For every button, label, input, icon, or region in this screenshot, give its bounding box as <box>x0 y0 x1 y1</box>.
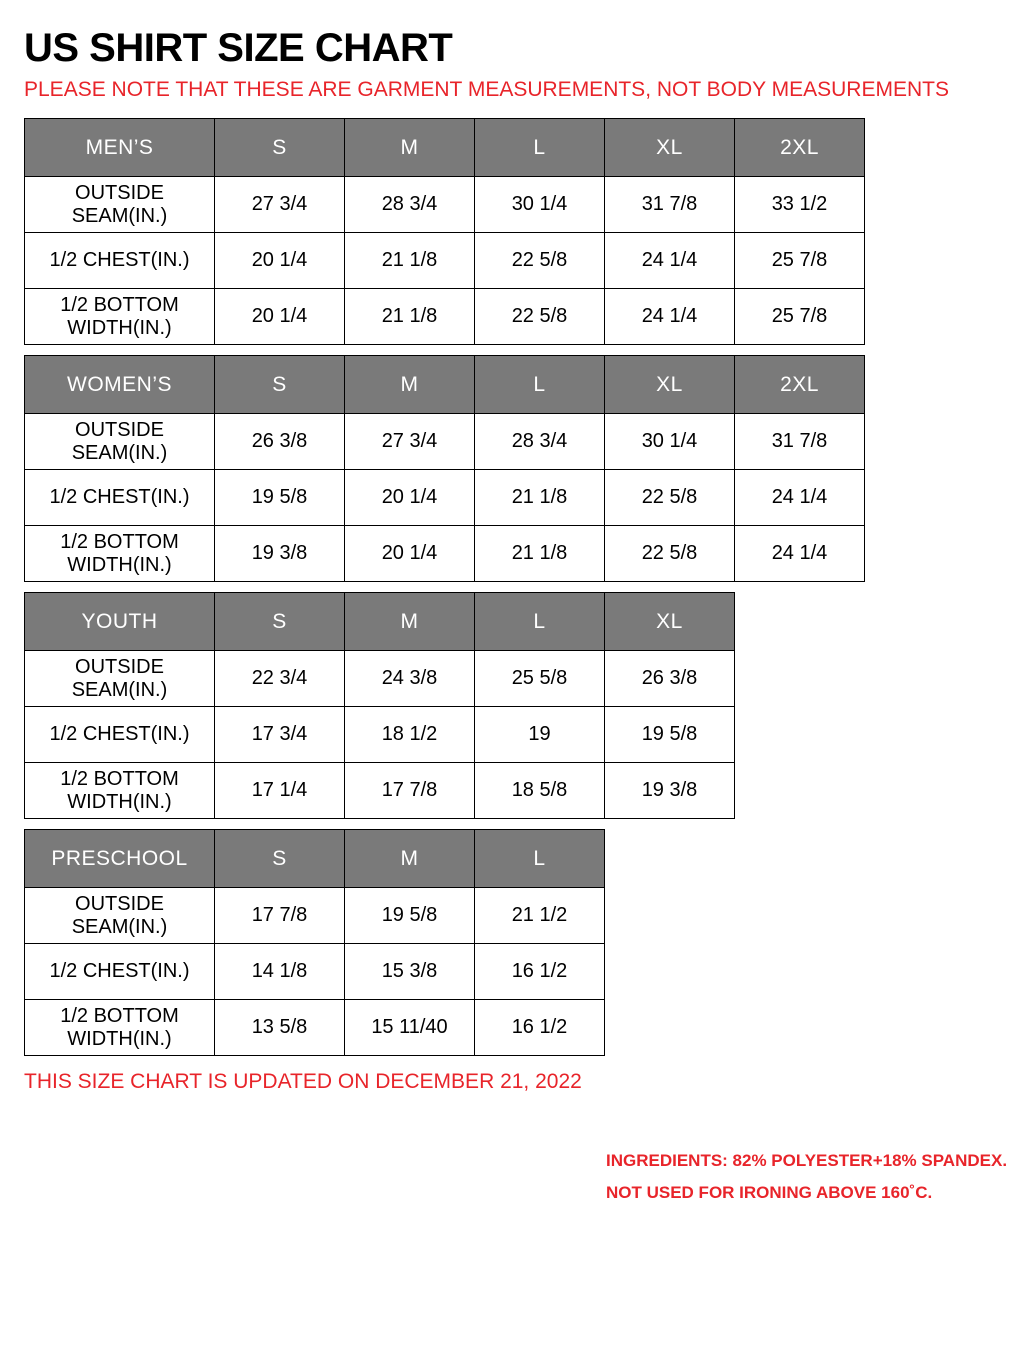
table-row <box>25 470 865 526</box>
table-youth <box>24 592 735 819</box>
row-label: OUTSIDE SEAM(IN.) <box>25 651 215 707</box>
table-cell: 17 1/4 <box>215 763 345 819</box>
table-cell: 25 5/8 <box>475 651 605 707</box>
table-cell: 24 1/4 <box>735 470 865 526</box>
table-cell: 15 11/40 <box>345 1000 475 1056</box>
table-cell: 25 7/8 <box>735 233 865 289</box>
table-cell: 30 1/4 <box>605 414 735 470</box>
table-row <box>25 763 735 819</box>
table-header-cell: MEN’S <box>25 119 215 177</box>
row-label: 1/2 BOTTOM WIDTH(IN.) <box>25 289 215 345</box>
table-mens <box>24 118 865 345</box>
table-cell: 13 5/8 <box>215 1000 345 1056</box>
table-header-cell: M <box>345 830 475 888</box>
table-row <box>25 289 865 345</box>
table-header-cell: S <box>215 119 345 177</box>
table-row <box>25 707 735 763</box>
table-row <box>25 177 865 233</box>
table-cell: 21 1/8 <box>345 233 475 289</box>
table-cell: 22 5/8 <box>605 470 735 526</box>
table-cell: 30 1/4 <box>475 177 605 233</box>
table-header-cell: S <box>215 830 345 888</box>
table-header-cell: L <box>475 356 605 414</box>
table-cell: 16 1/2 <box>475 944 605 1000</box>
table-cell: 33 1/2 <box>735 177 865 233</box>
table-cell: 19 3/8 <box>215 526 345 582</box>
table-cell: 31 7/8 <box>605 177 735 233</box>
table-row <box>25 233 865 289</box>
table-row <box>25 526 865 582</box>
table-header-cell: XL <box>605 119 735 177</box>
table-cell: 15 3/8 <box>345 944 475 1000</box>
table-cell: 24 3/8 <box>345 651 475 707</box>
table-cell: 22 5/8 <box>475 289 605 345</box>
table-header-row <box>25 356 865 414</box>
table-row <box>25 651 735 707</box>
row-label: 1/2 CHEST(IN.) <box>25 233 215 289</box>
table-header-row <box>25 830 605 888</box>
table-cell: 22 5/8 <box>475 233 605 289</box>
table-cell: 27 3/4 <box>215 177 345 233</box>
table-cell: 19 5/8 <box>345 888 475 944</box>
table-header-cell: 2XL <box>735 119 865 177</box>
table-row <box>25 1000 605 1056</box>
table-header-cell: S <box>215 593 345 651</box>
row-label: 1/2 CHEST(IN.) <box>25 944 215 1000</box>
table-cell: 31 7/8 <box>735 414 865 470</box>
row-label: 1/2 BOTTOM WIDTH(IN.) <box>25 526 215 582</box>
table-cell: 19 <box>475 707 605 763</box>
table-cell: 19 3/8 <box>605 763 735 819</box>
table-cell: 21 1/8 <box>475 526 605 582</box>
table-cell: 21 1/2 <box>475 888 605 944</box>
table-cell: 24 1/4 <box>605 289 735 345</box>
table-cell: 27 3/4 <box>345 414 475 470</box>
table-cell: 16 1/2 <box>475 1000 605 1056</box>
row-label: OUTSIDE SEAM(IN.) <box>25 177 215 233</box>
ingredients-line-2: NOT USED FOR IRONING ABOVE 160˚C. <box>606 1183 933 1203</box>
table-cell: 20 1/4 <box>345 526 475 582</box>
table-cell: 24 1/4 <box>735 526 865 582</box>
table-header-cell: YOUTH <box>25 593 215 651</box>
table-row <box>25 888 605 944</box>
row-label: OUTSIDE SEAM(IN.) <box>25 414 215 470</box>
table-header-row <box>25 119 865 177</box>
table-header-cell: S <box>215 356 345 414</box>
table-header-cell: XL <box>605 593 735 651</box>
table-header-cell: M <box>345 119 475 177</box>
table-cell: 20 1/4 <box>215 289 345 345</box>
table-cell: 17 7/8 <box>345 763 475 819</box>
table-cell: 18 1/2 <box>345 707 475 763</box>
ingredients-line-1: INGREDIENTS: 82% POLYESTER+18% SPANDEX. <box>606 1151 1008 1170</box>
table-cell: 26 3/8 <box>215 414 345 470</box>
table-row <box>25 944 605 1000</box>
table-womens <box>24 355 865 582</box>
table-cell: 14 1/8 <box>215 944 345 1000</box>
table-cell: 17 7/8 <box>215 888 345 944</box>
table-cell: 22 3/4 <box>215 651 345 707</box>
row-label: 1/2 BOTTOM WIDTH(IN.) <box>25 763 215 819</box>
table-header-cell: M <box>345 593 475 651</box>
row-label: OUTSIDE SEAM(IN.) <box>25 888 215 944</box>
table-cell: 21 1/8 <box>475 470 605 526</box>
update-date-note: THIS SIZE CHART IS UPDATED ON DECEMBER 21, 2022 <box>24 1070 582 1094</box>
table-cell: 19 5/8 <box>215 470 345 526</box>
table-header-row <box>25 593 735 651</box>
page-title: US SHIRT SIZE CHART <box>24 26 453 70</box>
table-cell: 18 5/8 <box>475 763 605 819</box>
table-header-cell: L <box>475 119 605 177</box>
row-label: 1/2 BOTTOM WIDTH(IN.) <box>25 1000 215 1056</box>
row-label: 1/2 CHEST(IN.) <box>25 707 215 763</box>
table-cell: 20 1/4 <box>215 233 345 289</box>
table-cell: 24 1/4 <box>605 233 735 289</box>
row-label: 1/2 CHEST(IN.) <box>25 470 215 526</box>
measurement-note: PLEASE NOTE THAT THESE ARE GARMENT MEASUREMENTS, NOT BODY MEASUREMENTS <box>24 78 949 101</box>
ingredients-block <box>606 1145 1024 1210</box>
table-cell: 19 5/8 <box>605 707 735 763</box>
table-cell: 26 3/8 <box>605 651 735 707</box>
table-cell: 20 1/4 <box>345 470 475 526</box>
table-header-cell: L <box>475 593 605 651</box>
table-cell: 17 3/4 <box>215 707 345 763</box>
table-cell: 25 7/8 <box>735 289 865 345</box>
table-header-cell: PRESCHOOL <box>25 830 215 888</box>
table-preschool <box>24 829 605 1056</box>
table-header-cell: XL <box>605 356 735 414</box>
table-cell: 21 1/8 <box>345 289 475 345</box>
table-header-cell: 2XL <box>735 356 865 414</box>
table-header-cell: M <box>345 356 475 414</box>
table-cell: 22 5/8 <box>605 526 735 582</box>
table-row <box>25 414 865 470</box>
table-cell: 28 3/4 <box>345 177 475 233</box>
table-header-cell: L <box>475 830 605 888</box>
table-cell: 28 3/4 <box>475 414 605 470</box>
table-header-cell: WOMEN’S <box>25 356 215 414</box>
